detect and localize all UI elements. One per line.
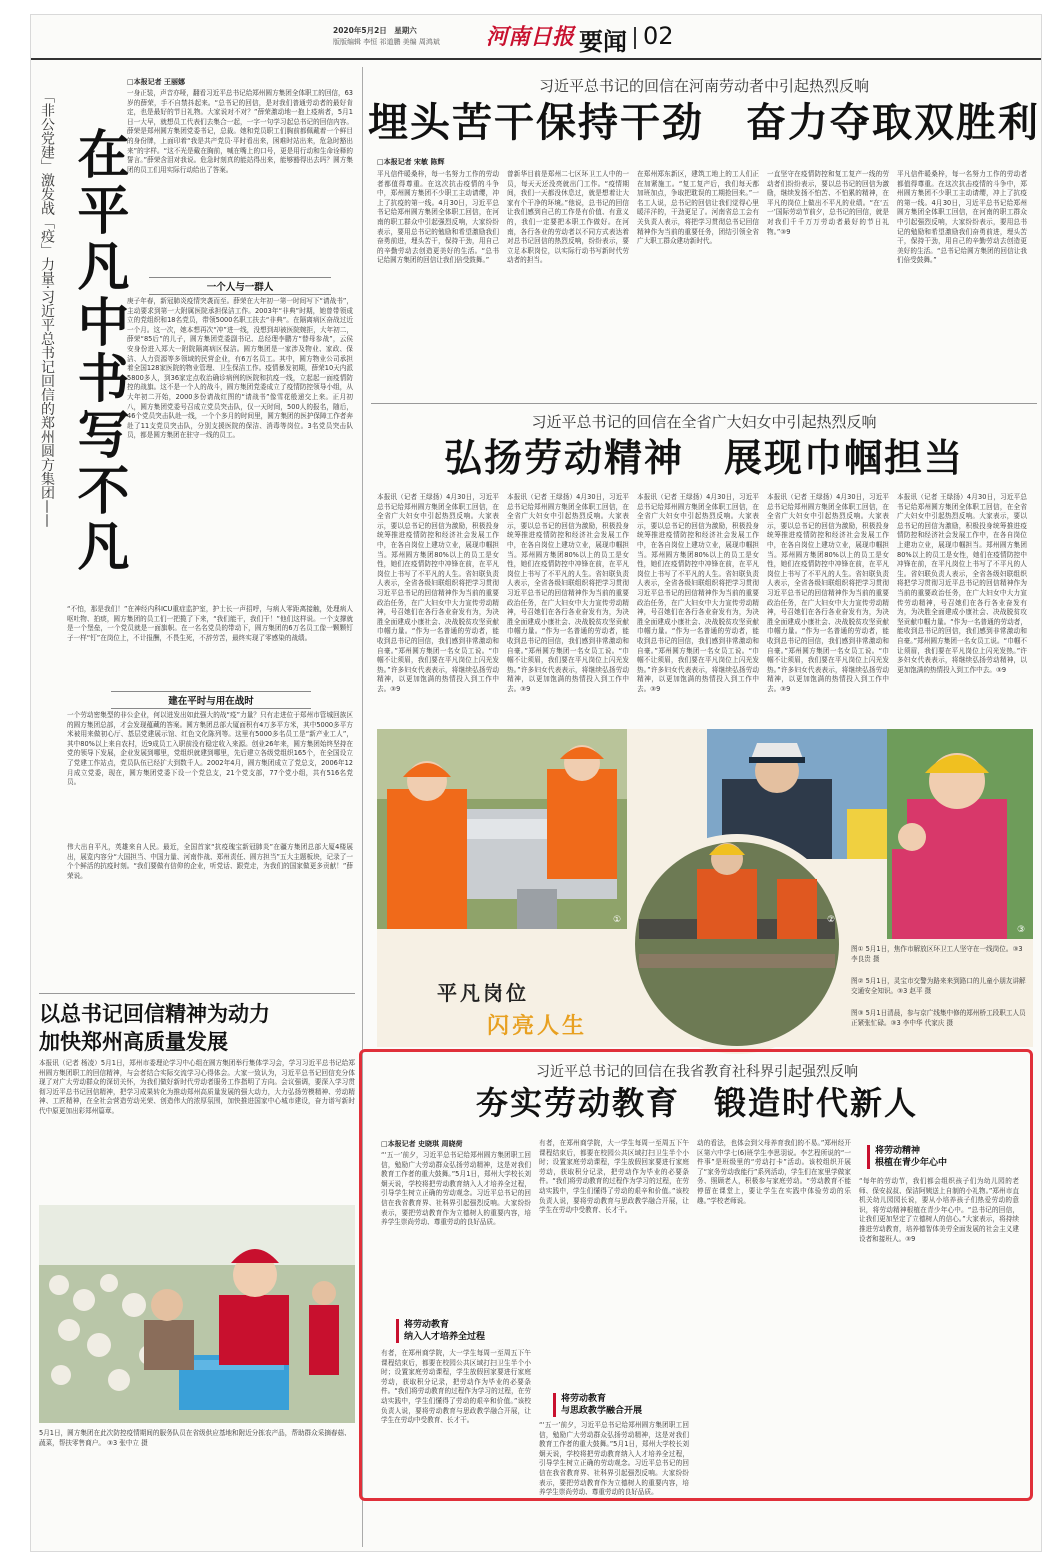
left-story-rule (39, 993, 355, 994)
edu-story-col2: 有者，在郑州商学院，大一学生每周一至周五下午课程结束后，都要在校园公共区域打扫卫生半个小时；设置家庭劳动课程，学生放假回家要进行家庭劳动，获取积分记录，把劳动作为毕业的必要条件。“我们将劳动教育的过程作为学习的过程，在劳动实践中，学生们懂得了劳动的艰辛和价值。”该校负责人说，要将劳动教育与思政教学融合开展，让学生在劳动中受教育、长才干。 (539, 1139, 689, 1215)
top-story-rule (371, 403, 1037, 404)
top-story-col4: 一直坚守在疫情防控和复工复产一线的劳动者们纷纷表示，要以总书记的回信为激励，继续发扬不怕苦、不怕累的精神，在平凡的岗位上做出不平凡的业绩。“在‘五一’国际劳动节前夕，总书记的回信，就是对我们千千万万劳动者最好的节日礼物。”③9 (767, 170, 889, 236)
top-story-kicker: 习近平总书记的回信在河南劳动者中引起热烈反响 (538, 77, 869, 95)
left-story-headline: 在平凡中书写不凡 (68, 127, 129, 575)
masthead-date: 2020年5月2日 星期六 (333, 26, 417, 35)
page-number: 02 (643, 22, 674, 50)
photo-number-3: ③ (1017, 925, 1026, 935)
zz-photo-caption: 5月1日，圆方集团在此次防控疫情期间的服务队员在省级供应基地和附近分拣农产品，帮助群众采摘春菇、蔬菜，帮扶零售商户。 ③3 张中立 摄 (39, 1429, 351, 1447)
volunteers-photo (39, 1205, 355, 1423)
women-story-col3: 本报讯（记者 王绿扬）4月30日，习近平总书记给郑州圆方集团全体职工回信，在全省广大妇女中引起热烈反响。大家表示，要以总书记的回信为激励，积极投身统筹推进疫情防控和经济社会发展工作中，在各自岗位上建功立业，展现巾帼担当。郑州圆方集团80%以上的员工是女性，她们在疫情防控中冲锋在前，在平凡岗位上书写了不平凡的人生。省妇联负责人表示，全省各级妇联组织将把学习贯彻习近平总书记的回信精神作为当前的重要政治任务，在广大妇女中大力宣传劳动精神，号召她们在各行各业奋发有为，为决胜全面建成小康社会、决战脱贫攻坚贡献巾帼力量。“作为一名普通的劳动者，能收到总书记的回信，我们感到非常激动和自豪。”郑州圆方集团一名女员工说。“巾帼不让须眉，我们要在平凡岗位上闪光发热。”许多妇女代表表示，将继续弘扬劳动精神，以更加饱满的热情投入到工作中去。③9 (637, 493, 759, 693)
masthead-editors: 版版编辑 李恒 祁道鹏 美编 周鸿斌 (333, 38, 440, 46)
edu-story-col4: “每年的劳动节，我们都会组织孩子们为幼儿园的老师、保安叔叔、保洁阿姨送上自制的小礼物。”郑州市直机关幼儿园园长说，要从小培养孩子们热爱劳动的意识，将劳动精神根植在青少年心中。“总书记的回信，让我们更加坚定了立德树人的信心。”大家表示，将持续推进劳动教育，培养德智体美劳全面发展的社会主义建设者和接班人。③9 (859, 1177, 1019, 1243)
photo-caption-2: 图② 5月1日，灵宝市交警为路来来到路口的儿童小朋友讲解交通安全知识。③3 赵平 摄 (851, 977, 1026, 995)
masthead-rule (31, 58, 1041, 60)
edu-story-headline: 夯实劳动教育 锻造时代新人 (475, 1084, 918, 1122)
left-story-body-c: 一个劳动密集型的非公企业，何以迸发出如此强大的战“疫”力量？只有走进位于郑州市管城回族区的圆方集团总部，才会发现蕴藏的答案。圆方集团总部大厦面积有4万多平方米，其中5000多平方米被用来做初心厅、基层党建展示馆、红色文化陈列等。这里有5000多名员工是“新产业工人”，其中80%以上来自农村，近9成员工入职前没有稳定收入来源。创业26年来，圆方集团始终坚持在党的领导下发展，企业发展到哪里，党组织就建到哪里，先后建立各级党组织165个，在全国设立了党建工作站点，党员队伍已经扩大到数千人。2002年4月，圆方集团成立了党总支，2006年12月成立党委，现在，圆方集团党委下设一个党总支，21个党支部，77个党小组，共有516名党员。 (67, 711, 353, 787)
top-story-byline: □本报记者 宋敏 陈辉 (377, 158, 445, 166)
edu-story-byline: □本报记者 史晓琪 周晓荷 (381, 1140, 463, 1148)
newspaper-page (30, 14, 1042, 1552)
masthead (31, 15, 1041, 57)
left-story-byline: □本报记者 王丽娜 (127, 78, 186, 86)
edu-subhead-2: 将劳动教育 与思政教学融合开展 (553, 1393, 693, 1417)
edu-story-kicker: 习近平总书记的回信在我省教育社科界引起强烈反响 (536, 1064, 858, 1080)
edu-story-col1: “‘五一’前夕，习近平总书记给郑州圆方集团职工回信，勉励广大劳动群众弘扬劳动精神，这是对我们教育工作者的重大鼓舞。”5月1日，郑州大学校长刘炯天说，学校将把劳动教育纳入人才培养全过程，引导学生树立正确的劳动观念。习近平总书记的回信在我省教育界、社科界引起强烈反响。大家纷纷表示，要把劳动教育作为立德树人的重要内容，培养学生崇尚劳动、尊重劳动的良好品质。 (381, 1151, 531, 1227)
edu-subhead-3: 将劳动精神 根植在青少年心中 (867, 1145, 1025, 1169)
edu-subhead-1: 将劳动教育 纳入人才培养全过程 (396, 1319, 534, 1343)
zz-story-body: 本报讯（记者 杨凌）5月1日，郑州市委理论学习中心组在圆方集团举行集体学习会，学习习近平总书记给郑州圆方集团职工的回信精神，与会者结合实际交流学习心得体会。大家一致认为，习近平总书记回信充分体现了对广大劳动群众的深切关怀，为我们做好新时代劳动者服务工作指明了方向。会议强调，要深入学习贯彻习近平总书记回信精神，把学习成果转化为推动郑州高质量发展的强大动力，大力弘扬劳模精神、劳动精神、工匠精神，在全社会营造劳动光荣、创造伟大的浓厚氛围，加快推进国家中心城市建设，奋力谱写新时代中原更加出彩郑州篇章。 (39, 1059, 355, 1115)
left-story-subhead-1: 一个人与一群人 (149, 277, 331, 295)
top-story-col2: 曾新华目前是郑州二七区环卫工人中的一员，每天天还没亮就出门工作。“疫情期间，我们一天都没休息过，就是想着让大家有个干净的环境。”他说，总书记的回信让我们感到自己的工作是有价值、有意义的，我们一定要把本职工作做好。在河南，各行各业的劳动者以不同方式表达着对总书记回信的热烈反响，纷纷表示，要立足本职岗位，以实际行动书写新时代劳动者的担当。 (507, 170, 629, 265)
top-story-headline: 埋头苦干保持干劲 奋力夺取双胜利 (368, 99, 1040, 146)
left-story-body-b: 庚子年春，新冠肺炎疫情突袭而至。薛荣在大年初一第一时间写下“请战书”，主动要求到第一大附属医院承担保洁工作。2003年“非典”时期，她曾带领成立的党组织和18名党员，带领5000名职工扶去“非典”。在隔离病区奋战过近一个月。这一次，她本想再次“冲”进一线，没想到却被医院婉拒，大年初二，薛荣“85后”的儿子，圆方集团党委副书记、总经理李鹏方“替母参战”，云侯安身份进入郑大一附院隔离病区保洁。圆方集团是一家涉及物业、家政、保洁、人力资源等多领域的民营企业，有6万名员工。其中，圆方物业公司承担着全国128家医院的物业管理、卫生保洁工作。疫情暴发初期，薛荣10天内派5800多人，到36家定点收治确诊病例的医院和抗疫一线，立起起一面疫情防控的战旗。这不是一个人的战斗，圆方集团党委成立了疫情防控领导小组，从大年初二开始，2000多份请战红图的“请战书”像雪花般递交上来。正月初八，圆方集团党委号召成立党员突击队，仅一天时间，500人的报名，随后，46个党员突击队赴一线，一个个多月的时间里，圆方集团的医护保障工作者奔赴了11支党员突击队，分别支援医院的保洁、消毒等岗位。3名党员突击队员，都是圆方集团在驻守一线的员工。 (127, 297, 353, 440)
left-story-kicker: 「非公党建」激发战「疫」力量·习近平总书记回信的郑州圆方集团—— (39, 89, 55, 528)
photo-feature-title-2: 闪亮人生 (487, 1013, 588, 1039)
women-story-col4: 本报讯（记者 王绿扬）4月30日，习近平总书记给郑州圆方集团全体职工回信，在全省广大妇女中引起热烈反响。大家表示，要以总书记的回信为激励，积极投身统筹推进疫情防控和经济社会发展工作中，在各自岗位上建功立业，展现巾帼担当。郑州圆方集团80%以上的员工是女性，她们在疫情防控中冲锋在前，在平凡岗位上书写了不平凡的人生。省妇联负责人表示，全省各级妇联组织将把学习贯彻习近平总书记的回信精神作为当前的重要政治任务，在广大妇女中大力宣传劳动精神，号召她们在各行各业奋发有为，为决胜全面建成小康社会、决战脱贫攻坚贡献巾帼力量。“作为一名普通的劳动者，能收到总书记的回信，我们感到非常激动和自豪。”郑州圆方集团一名女员工说。“巾帼不让须眉，我们要在平凡岗位上闪光发热。”许多妇女代表表示，将继续弘扬劳动精神，以更加饱满的热情投入到工作中去。③9 (767, 493, 889, 693)
women-story-col1: 本报讯（记者 王绿扬）4月30日，习近平总书记给郑州圆方集团全体职工回信，在全省广大妇女中引起热烈反响。大家表示，要以总书记的回信为激励，积极投身统筹推进疫情防控和经济社会发展工作中，在各自岗位上建功立业，展现巾帼担当。郑州圆方集团80%以上的员工是女性，她们在疫情防控中冲锋在前，在平凡岗位上书写了不平凡的人生。省妇联负责人表示，全省各级妇联组织将把学习贯彻习近平总书记的回信精神作为当前的重要政治任务，在广大妇女中大力宣传劳动精神，号召她们在各行各业奋发有为，为决胜全面建成小康社会、决战脱贫攻坚贡献巾帼力量。“作为一名普通的劳动者，能收到总书记的回信，我们感到非常激动和自豪。”郑州圆方集团一名女员工说。“巾帼不让须眉，我们要在平凡岗位上闪光发热。”许多妇女代表表示，将继续弘扬劳动精神，以更加饱满的热情投入到工作中去。③9 (377, 493, 499, 693)
edu-story-col2b: “‘五一’前夕，习近平总书记给郑州圆方集团职工回信，勉励广大劳动群众弘扬劳动精神，这是对我们教育工作者的重大鼓舞。”5月1日，郑州大学校长刘炯天说，学校将把劳动教育纳入人才培养全过程，引导学生树立正确的劳动观念。习近平总书记的回信在我省教育界、社科界引起强烈反响。大家纷纷表示，要把劳动教育作为立德树人的重要内容，培养学生崇尚劳动、尊重劳动的良好品质。 (539, 1421, 689, 1497)
women-story-headline: 弘扬劳动精神 展现巾帼担当 (443, 435, 964, 480)
left-story-body-e: 伟大出自平凡，英雄来自人民。最近，全国首家“抗疫瑰宝新冠肺炎”在疆方集团总部大厦4楼展出，展览内容分“大国担当、中国力量、河南作战、郑州责任、圆方担当”五大主题板块，记录了一个个鲜活的抗疫时刻。“我们要做有信仰的企业，听党话、跟党走，为我们的国家做更多贡献！”薛荣说。 (67, 843, 353, 880)
newspaper-logo: 河南日报 (486, 24, 575, 50)
left-story-subhead-2: 建在平时与用在战时 (111, 691, 311, 709)
photo-feature (377, 729, 1033, 1047)
women-story-kicker: 习近平总书记的回信在全省广大妇女中引起热烈反响 (531, 413, 877, 431)
photo-number-1: ① (613, 915, 622, 925)
top-story-col3: 在郑州郑东新区，建筑工地上的工人们正在加紧施工。“复工复产后，我们每天都加班加点，争取把耽误的工期抢回来。”一名工人说，总书记的回信让我们觉得心里暖洋洋的，干劲更足了。河南省总工会有关负责人表示，将把学习贯彻总书记回信精神作为当前的重要任务，团结引领全省广大职工群众建功新时代。 (637, 170, 759, 246)
photo-caption-3: 图③ 5月1日清晨，参与京广线集中修的郑州桥工段职工人员正紧张忙碌。③3 李中华 代家庆 摄 (851, 1009, 1026, 1027)
women-story-col5: 本报讯（记者 王绿扬）4月30日，习近平总书记给郑州圆方集团全体职工回信，在全省广大妇女中引起热烈反响。大家表示，要以总书记的回信为激励，积极投身统筹推进疫情防控和经济社会发展工作中，在各自岗位上建功立业，展现巾帼担当。郑州圆方集团80%以上的员工是女性，她们在疫情防控中冲锋在前，在平凡岗位上书写了不平凡的人生。省妇联负责人表示，全省各级妇联组织将把学习贯彻习近平总书记的回信精神作为当前的重要政治任务，在广大妇女中大力宣传劳动精神，号召她们在各行各业奋发有为，为决胜全面建成小康社会、决战脱贫攻坚贡献巾帼力量。“作为一名普通的劳动者，能收到总书记的回信，我们感到非常激动和自豪。”郑州圆方集团一名女员工说。“巾帼不让须眉，我们要在平凡岗位上闪光发热。”许多妇女代表表示，将继续弘扬劳动精神，以更加饱满的热情投入到工作中去。③9 (897, 493, 1027, 674)
top-story-col1: 平凡信件暖桑梓，每一名努力工作的劳动者都值得尊重。在这次抗击疫情的斗争中，郑州圆方集团不少职工主动请缨，冲上了抗疫的第一线。4月30日，习近平总书记给郑州圆方集团全体职工回信，在河南的职工群众中引起强烈反响，大家纷纷表示，要用总书记的勉励和希望激励我们奋勇前进，埋头苦干，保持干劲，用自己的辛勤劳动去创造更美好的生活。“总书记给圆方集团的回信让我们倍受鼓舞。” (377, 170, 499, 265)
top-story-col5: 平凡信件暖桑梓，每一名努力工作的劳动者都值得尊重。在这次抗击疫情的斗争中，郑州圆方集团不少职工主动请缨，冲上了抗疫的第一线。4月30日，习近平总书记给郑州圆方集团全体职工回信，在河南的职工群众中引起强烈反响，大家纷纷表示，要用总书记的勉励和希望激励我们奋勇前进，埋头苦干，保持干劲，用自己的辛勤劳动去创造更美好的生活。“总书记给圆方集团的回信让我们倍受鼓舞。” (897, 170, 1027, 265)
photo-caption-1: 图① 5月1日，焦作市解放区环卫工人坚守在一线岗位。③3 李良贵 摄 (851, 945, 1023, 963)
edu-story-col3: 动的看法，也体会到父母养育我们的不易。”郑州经开区第六中学七(6)班学生李思羽说。李艺程所说的“一件事”是班级里的“劳动打卡”活动。该校组织开展了“家务劳动我能行”系列活动，学生们在家里学做家务、照顾老人，积极参与家庭劳动。“劳动教育不能停留在课堂上，要让学生在实践中体验劳动的乐趣。”学校老师说。 (697, 1139, 851, 1205)
section-name: 要闻 (579, 28, 627, 56)
photo-feature-title-1: 平凡岗位 (437, 981, 529, 1005)
left-story-body-a: 一身正装，声音亦哑，翻看习近平总书记给郑州圆方集团全体职工的回信，63岁的薛荣，手不自禁抖起来。“总书记的回信，是对我们普通劳动者的最好肯定，也是最好的节日礼物。大家说对不对？”薛荣激动地一抱上疫病者，5月1日一大早，就想员工代表们去集合一起，一字一句学习起总书记的回信内容。薛荣是郑州圆方集团党委书记，总裁。她和党员职工们胸前都佩戴着一个鲜目的身份牌，上面印着“我是共产党员·平时看出来，困难时站出来，危急时豁出来”的字样。“这不光是戴在胸前，喊在嘴上的口号，更是用行动和生命诠释的誓言。”薛荣含泪对我说。危急时刻真的能站得出来，能够豁得出去吗？圆方集团的员工们用实际行动给出了答案。 (127, 89, 353, 174)
zz-story-headline: 以总书记回信精神为动力 加快郑州高质量发展 (39, 1001, 270, 1054)
women-story-col2: 本报讯（记者 王绿扬）4月30日，习近平总书记给郑州圆方集团全体职工回信，在全省广大妇女中引起热烈反响。大家表示，要以总书记的回信为激励，积极投身统筹推进疫情防控和经济社会发展工作中，在各自岗位上建功立业，展现巾帼担当。郑州圆方集团80%以上的员工是女性，她们在疫情防控中冲锋在前，在平凡岗位上书写了不平凡的人生。省妇联负责人表示，全省各级妇联组织将把学习贯彻习近平总书记的回信精神作为当前的重要政治任务，在广大妇女中大力宣传劳动精神，号召她们在各行各业奋发有为，为决胜全面建成小康社会、决战脱贫攻坚贡献巾帼力量。“作为一名普通的劳动者，能收到总书记的回信，我们感到非常激动和自豪。”郑州圆方集团一名女员工说。“巾帼不让须眉，我们要在平凡岗位上闪光发热。”许多妇女代表表示，将继续弘扬劳动精神，以更加饱满的热情投入到工作中去。③9 (507, 493, 629, 693)
edu-story-col1b: 有者，在郑州商学院，大一学生每周一至周五下午课程结束后，都要在校园公共区域打扫卫生半个小时；设置家庭劳动课程，学生放假回家要进行家庭劳动，获取积分记录，把劳动作为毕业的必要条件。“我们将劳动教育的过程作为学习的过程，在劳动实践中，学生们懂得了劳动的艰辛和价值。”该校负责人说，要将劳动教育与思政教学融合开展，让学生在劳动中受教育、长才干。 (381, 1349, 531, 1425)
left-story-body-d: “不怕，那是我们！”在神经内科ICU重症监护室，护士长一声招呼，与病人零距离接触，处理病人呕吐物、拍痰，圆方集团的员工们一把揽了下来，“我们能干，我们干！”他们这样说。一个支撑就是一个堡垒，一个党员就是一面旗帜。在一名名党员的带动下，圆方集团的6万名员工像一颗颗钉子一样“钉”在岗位上，不计报酬，不畏生死，不辞劳苦，最终实现了零感染的战绩。 (67, 605, 353, 642)
photo-number-2: ② (827, 915, 836, 925)
